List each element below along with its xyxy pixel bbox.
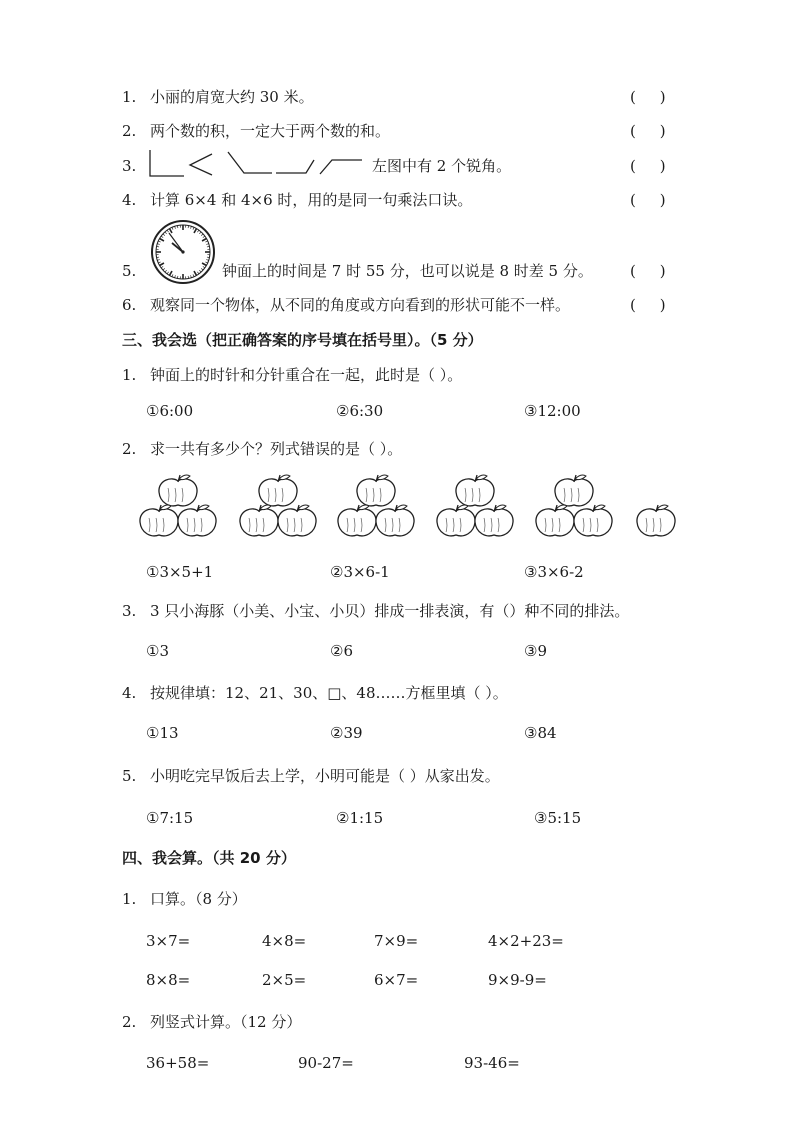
option-2[interactable]: ②39 [330,724,363,742]
item-number: 2. [122,122,137,140]
question-number: 2. [122,440,137,458]
clock-tick [206,260,208,261]
math-problem: 93-46= [464,1054,520,1072]
math-problem: 2×5= [262,971,307,989]
clock-tick [163,234,165,236]
question-number: 2. [122,1013,137,1031]
apple-icon [338,505,376,536]
judge-item-6-text: 观察同一个物体，从不同的角度或方向看到的形状可能不一样。 [150,296,571,314]
clock-tick [199,232,201,234]
acute-angle-figure [190,154,212,175]
vertical-calc-title: 列竖式计算。（12 分） [150,1013,302,1031]
apple-icon [555,475,593,506]
option-2[interactable]: ②6:30 [336,402,384,420]
apple-icon [240,505,278,536]
answer-paren[interactable]: ( ) [630,191,666,209]
question-number: 1. [122,890,137,908]
clock-tick [194,229,197,233]
clock-tick [167,230,168,232]
minute-hand [169,233,183,252]
apple-icon [574,505,612,536]
math-problem: 6×7= [374,971,419,989]
judge-item-4-text: 计算 6×4 和 4×6 时，用的是同一句乘法口诀。 [150,191,473,209]
answer-paren[interactable]: ( ) [630,296,666,314]
clock-tick [191,275,192,277]
math-problem: 4×2+23= [488,932,564,950]
apple-icon [159,475,197,506]
item-number: 1. [122,88,137,106]
clock-tick [191,226,192,228]
clock-tick [170,271,173,275]
apple-icon [140,505,178,536]
option-3[interactable]: ③3×6-2 [524,563,584,581]
clock-tick [206,244,208,245]
section-3-title: 三、我会选（把正确答案的序号填在括号里）。（5 分） [122,331,483,349]
obtuse-angle-figure [320,160,362,174]
apple-icon [437,505,475,536]
clock-tick [175,226,176,228]
clock-tick [158,262,160,263]
clock-tick [167,272,168,274]
math-problem: 90-27= [298,1054,354,1072]
judge-item-3-text: 左图中有 2 个锐角。 [372,157,512,175]
clock-face-icon [150,219,216,285]
clock-tick [172,227,173,229]
clock-tick [158,241,160,242]
apple-icon [536,505,574,536]
apple-icon [475,505,513,536]
clock-tick [197,272,198,274]
question-number: 1. [122,366,137,384]
clock-tick [203,266,205,267]
apple-icon [637,505,675,536]
judge-item-5-text: 钟面上的时间是 7 时 55 分，也可以说是 8 时差 5 分。 [222,262,593,280]
clock-tick [157,244,159,245]
apple-icon [259,475,297,506]
item-number: 5. [122,262,137,280]
math-problem: 7×9= [374,932,419,950]
option-3[interactable]: ③9 [524,642,547,660]
clock-tick [197,230,198,232]
option-3[interactable]: ③12:00 [524,402,581,420]
choice-question-5-text: 小明吃完早饭后去上学，小明可能是（ ）从家出发。 [150,767,500,785]
math-problem: 9×9-9= [488,971,547,989]
clock-tick [193,274,194,276]
apple-icon [278,505,316,536]
right-angle-figure [150,150,184,176]
option-3[interactable]: ③84 [524,724,557,742]
clock-tick [163,268,165,270]
clock-tick [161,266,163,267]
choice-question-3-text: 3 只小海豚（小美、小宝、小贝）排成一排表演，有（）种不同的排法。 [150,602,630,620]
option-1[interactable]: ①13 [146,724,179,742]
clock-tick [202,263,206,266]
option-2[interactable]: ②1:15 [336,809,384,827]
clock-tick [193,227,194,229]
clock-tick [175,275,176,277]
answer-paren[interactable]: ( ) [630,88,666,106]
clock-tick [201,234,203,236]
math-problem: 3×7= [146,932,191,950]
angle-figures [148,148,368,180]
clock-tick [201,268,203,270]
option-2[interactable]: ②6 [330,642,353,660]
math-problem: 8×8= [146,971,191,989]
clock-tick [205,262,207,263]
apple-icon [178,505,216,536]
option-1[interactable]: ①7:15 [146,809,194,827]
item-number: 4. [122,191,137,209]
clock-tick [165,270,167,272]
section-4-title: 四、我会算。（共 20 分） [122,849,296,867]
obtuse-angle-figure [228,152,272,173]
choice-question-2-text: 求一共有多少个？列式错误的是（ ）。 [150,440,403,458]
acute-angle-figure [276,160,314,173]
question-number: 4. [122,684,137,702]
clock-tick [160,239,164,242]
clock-tick [160,263,164,266]
option-1[interactable]: ①3×5+1 [146,563,214,581]
mental-math-title: 口算。（8 分） [150,890,247,908]
clock-tick [199,270,201,272]
choice-question-4-text: 按规律填：12、21、30、□、48……方框里填（ ）。 [150,684,508,702]
choice-question-1-text: 钟面上的时针和分针重合在一起，此时是（ ）。 [150,366,463,384]
clock-tick [194,271,197,275]
clock-tick [165,232,167,234]
math-problem: 4×8= [262,932,307,950]
answer-paren[interactable]: ( ) [630,262,666,280]
apple-groups-figure [140,474,680,542]
judge-item-1-text: 小丽的肩宽大约 30 米。 [150,88,314,106]
option-2[interactable]: ②3×6-1 [330,563,390,581]
option-1[interactable]: ①3 [146,642,169,660]
option-3[interactable]: ③5:15 [534,809,582,827]
math-problem: 36+58= [146,1054,210,1072]
item-number: 6. [122,296,137,314]
judge-item-2-text: 两个数的积，一定大于两个数的和。 [150,122,391,140]
clock-tick [161,236,163,237]
clock-tick [203,236,205,237]
clock-tick [157,260,159,261]
item-number: 3. [122,157,137,175]
clock-tick [205,241,207,242]
clock-tick [202,239,206,242]
apple-icon [376,505,414,536]
question-number: 5. [122,767,137,785]
clock-tick [172,274,173,276]
question-number: 3. [122,602,137,620]
apple-icon [357,475,395,506]
clock-tick [170,229,173,233]
answer-paren[interactable]: ( ) [630,122,666,140]
option-1[interactable]: ①6:00 [146,402,194,420]
apple-icon [456,475,494,506]
answer-paren[interactable]: ( ) [630,157,666,175]
